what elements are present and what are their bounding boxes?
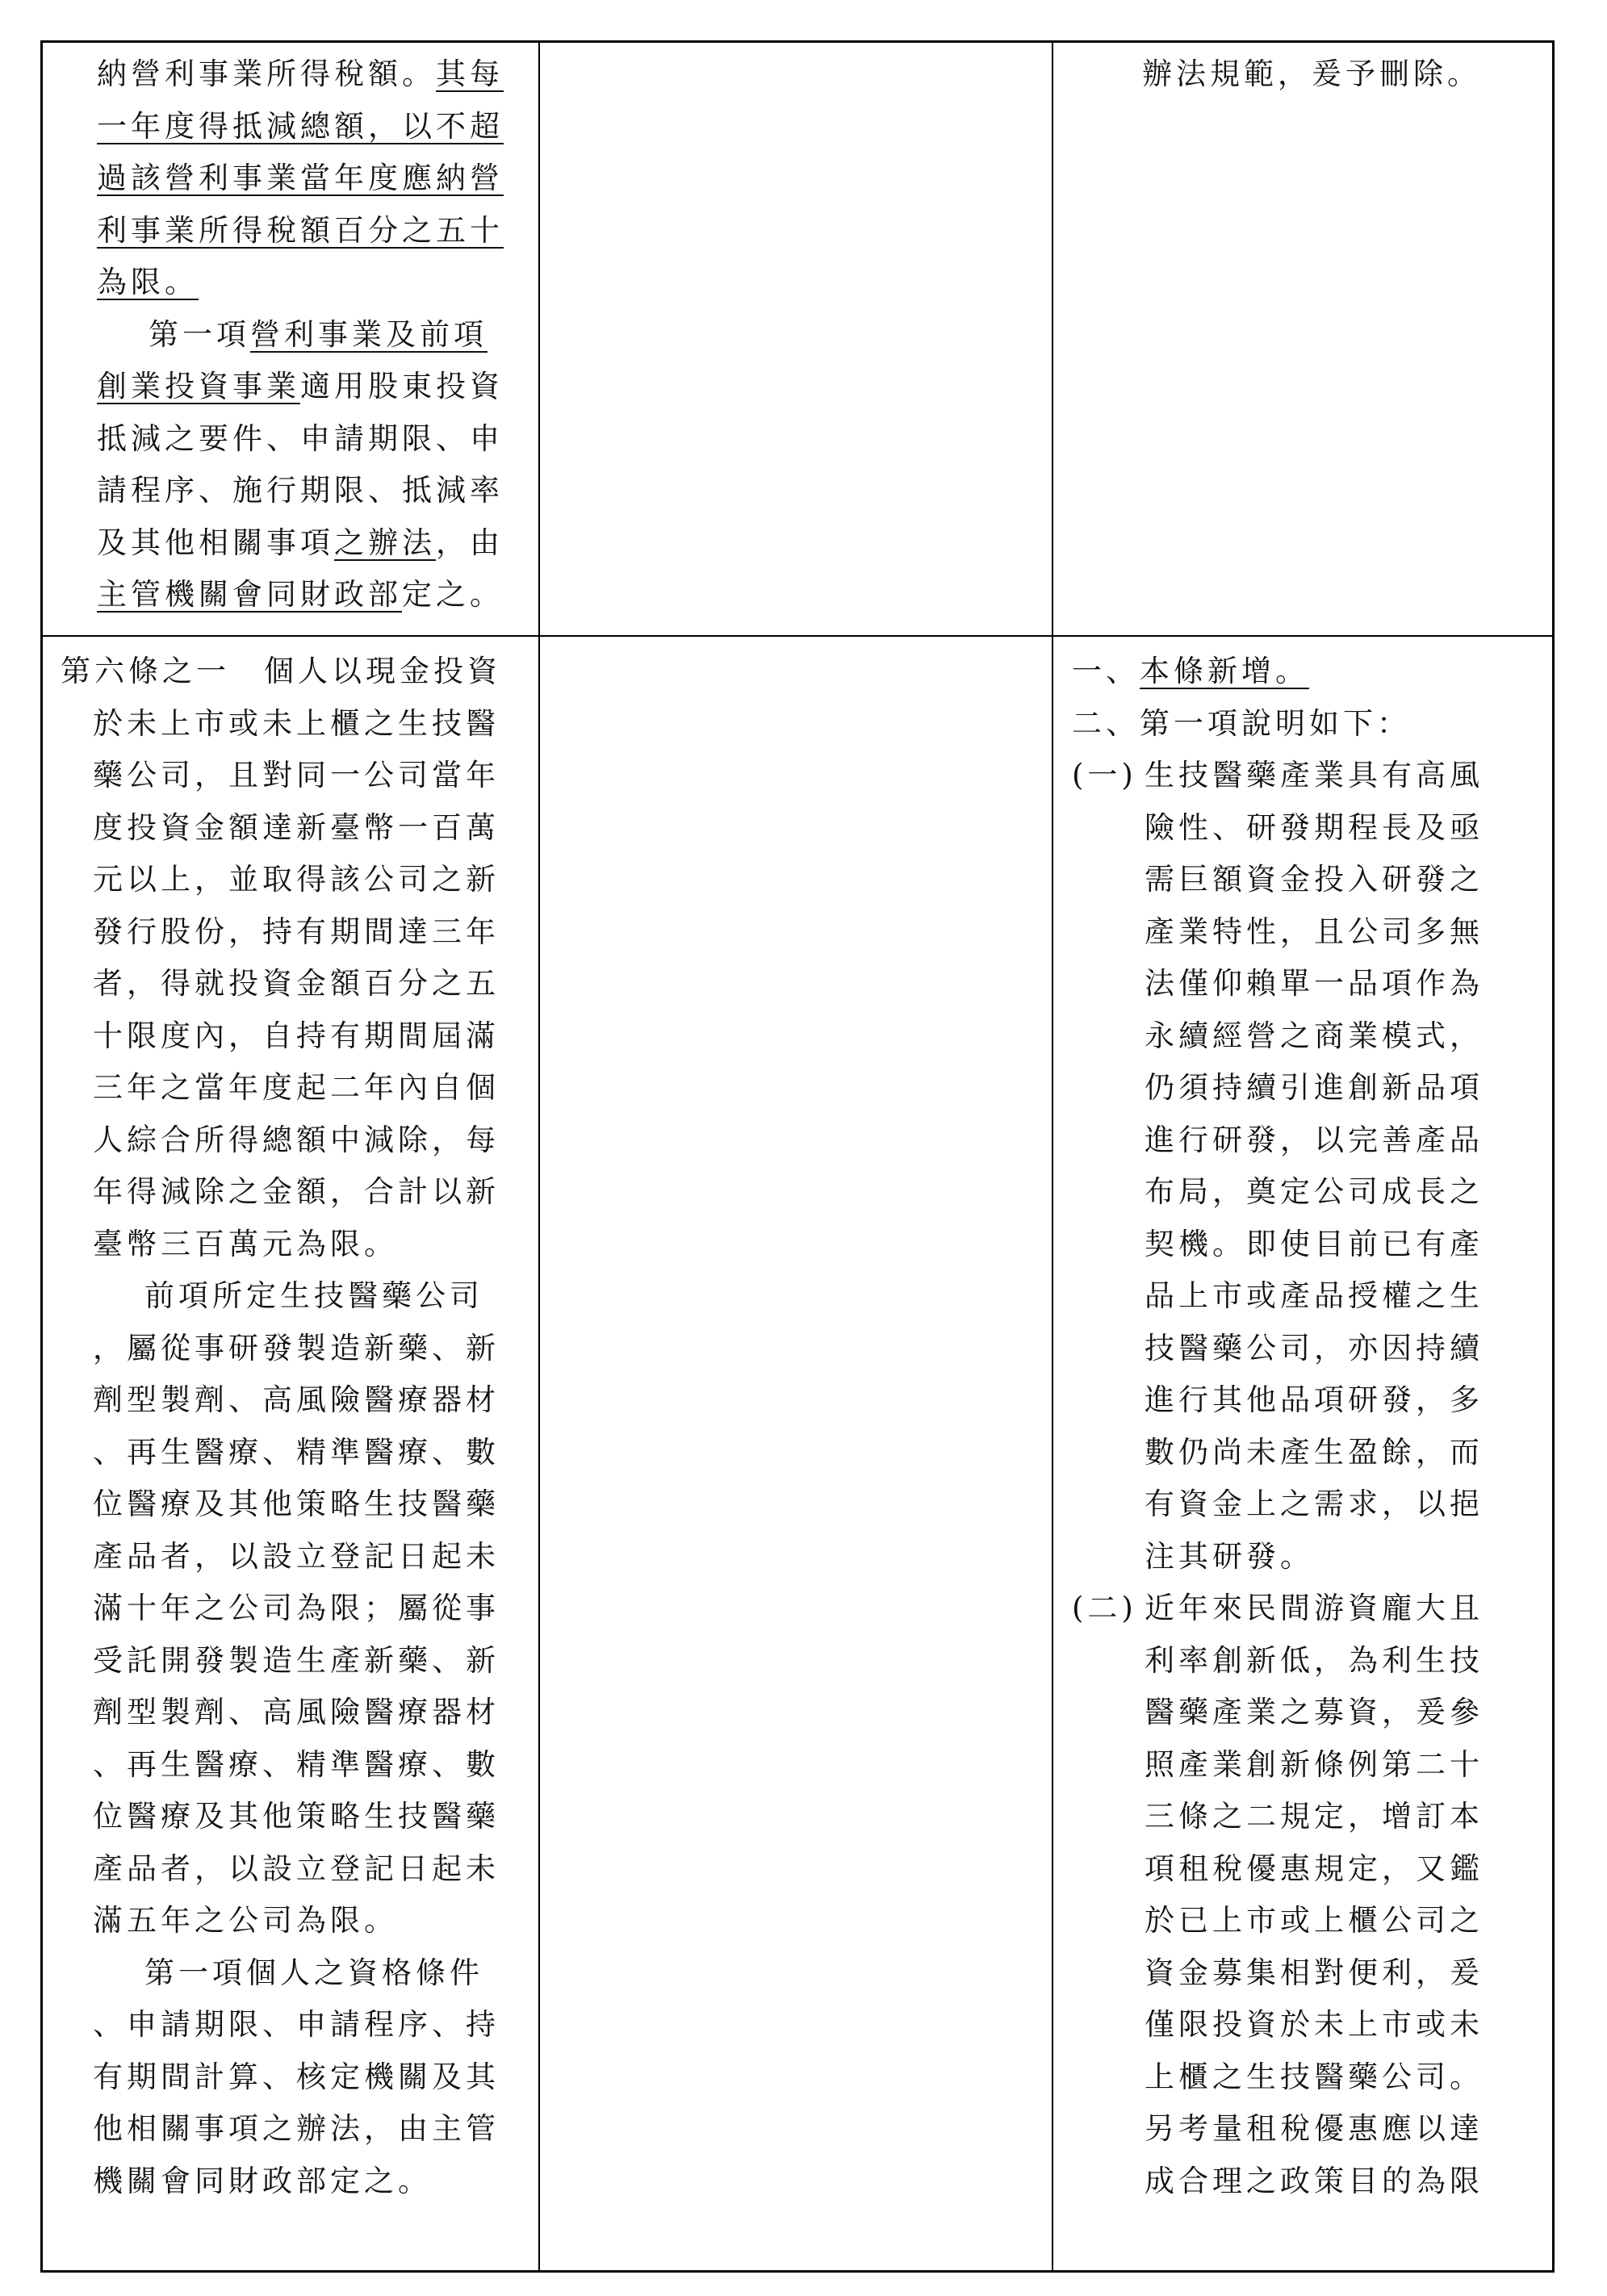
text-line: 布局，奠定公司成長之 [1145, 1174, 1484, 1209]
text-line: 有資金上之需求，以挹 [1145, 1487, 1484, 1521]
text-line: 醫藥產業之募資，爰參 [1145, 1695, 1484, 1729]
text-line: 僅限投資於未上市或未 [1145, 2007, 1484, 2042]
row-divider [40, 635, 1555, 637]
text-line: 法僅仰賴單一品項作為 [1145, 966, 1484, 1001]
text-line: 主管機關會同財政部定之。 [97, 577, 504, 612]
text-line: 劑型製劑、高風險醫療器材 [93, 1382, 500, 1417]
text-line: 仍須持續引進創新品項 [1145, 1070, 1484, 1105]
text-line: 抵減之要件、申請期限、申 [97, 420, 504, 456]
text-line: 發行股份，持有期間達三年 [93, 914, 500, 949]
text-line: 劑型製劑、高風險醫療器材 [93, 1695, 500, 1729]
text-line: 一、本條新增。 [1072, 654, 1309, 688]
row1-explanation [1142, 48, 1546, 101]
text-line: 成合理之政策目的為限 [1145, 2163, 1484, 2198]
text-line: 險性、研發期程長及亟 [1145, 809, 1484, 845]
text-line: 永續經營之商業模式， [1145, 1018, 1484, 1053]
text-line: 滿十年之公司為限；屬從事 [93, 1591, 500, 1625]
text-line: 臺幣三百萬元為限。 [93, 1226, 398, 1261]
text-line: 人綜合所得總額中減除，每 [93, 1122, 500, 1157]
text-line: 注其研發。 [1145, 1538, 1314, 1574]
text-line: 、申請期限、申請程序、持 [93, 2007, 500, 2042]
text-line: 於未上市或未上櫃之生技醫 [93, 705, 500, 741]
text-line: 創業投資事業適用股東投資 [97, 369, 504, 404]
text-line: 為限。 [97, 265, 199, 299]
text-line: 元以上，並取得該公司之新 [93, 862, 500, 897]
text-line: ，屬從事研發製造新藥、新 [93, 1330, 500, 1365]
text-line: 過該營利事業當年度應納營 [97, 161, 504, 195]
text-line: 數仍尚未產生盈餘，而 [1145, 1434, 1484, 1470]
column-divider-1 [538, 40, 540, 2273]
text-line: 項租稅優惠規定，又鑑 [1145, 1851, 1484, 1886]
text-line: 機關會同財政部定之。 [93, 2163, 432, 2198]
article-heading-line: 第六條之一 個人以現金投資 [61, 654, 501, 688]
comparison-table [40, 40, 1555, 2273]
text-line: 資金募集相對便利，爰 [1145, 1955, 1484, 1990]
row1-amended-text [65, 48, 533, 621]
text-line: 前項所定生技醫藥公司 [144, 1278, 483, 1313]
text-line: 他相關事項之辦法，由主管 [93, 2111, 500, 2146]
text-line: 二、第一項說明如下： [1072, 705, 1411, 741]
text-line: 第一項個人之資格條件 [144, 1955, 483, 1990]
text-line: 位醫療及其他策略生技醫藥 [93, 1487, 500, 1521]
text-line: 辦法規範，爰予刪除。 [1142, 56, 1481, 91]
text-line: 度投資金額達新臺幣一百萬 [93, 809, 500, 845]
text-line: 生技醫藥產業具有高風 [1145, 758, 1484, 793]
text-line: 十限度內，自持有期間屆滿 [93, 1018, 500, 1053]
text-line: 一年度得抵減總額，以不超 [97, 108, 504, 144]
explanation-item-1 [1072, 750, 1548, 1583]
text-line: 納營利事業所得稅額。其每 [97, 56, 504, 91]
text-line: 三年之當年度起二年內自個 [93, 1070, 500, 1105]
text-line: 有期間計算、核定機關及其 [93, 2059, 500, 2094]
text-line: 需巨額資金投入研發之 [1145, 862, 1484, 897]
text-line: 利事業所得稅額百分之五十 [97, 212, 504, 248]
text-line: 第一項營利事業及前項 [149, 316, 488, 352]
explanation-item-2 [1072, 1583, 1548, 2207]
text-line: 品上市或產品授權之生 [1145, 1278, 1484, 1313]
text-line: 者，得就投資金額百分之五 [93, 966, 500, 1001]
row2-amended-text [61, 646, 533, 2207]
text-line: 滿五年之公司為限。 [93, 1903, 398, 1938]
item-marker: (一) [1072, 758, 1137, 793]
text-line: 請程序、施行期限、抵減率 [97, 473, 504, 508]
text-line: 三條之二規定，增訂本 [1145, 1799, 1484, 1834]
column-divider-2 [1052, 40, 1053, 2273]
text-line: 進行其他品項研發，多 [1145, 1382, 1484, 1417]
text-line: 產業特性，且公司多無 [1145, 914, 1484, 949]
text-line: 近年來民間游資龐大且 [1145, 1591, 1484, 1625]
text-line: 技醫藥公司，亦因持續 [1145, 1330, 1484, 1365]
text-line: 及其他相關事項之辦法，由 [97, 525, 504, 560]
text-line: 受託開發製造生產新藥、新 [93, 1642, 500, 1678]
text-line: 另考量租稅優惠應以達 [1145, 2111, 1484, 2146]
text-line: 藥公司，且對同一公司當年 [93, 758, 500, 793]
text-line: 進行研發，以完善產品 [1145, 1122, 1484, 1157]
text-line: 契機。即使目前已有產 [1145, 1226, 1484, 1261]
text-line: 產品者，以設立登記日起未 [93, 1538, 500, 1574]
text-line: 、再生醫療、精準醫療、數 [93, 1746, 500, 1782]
text-line: 年得減除之金額，合計以新 [93, 1174, 500, 1209]
text-line: 上櫃之生技醫藥公司。 [1145, 2059, 1484, 2094]
item-marker: (二) [1072, 1591, 1137, 1625]
text-line: 位醫療及其他策略生技醫藥 [93, 1799, 500, 1834]
text-line: 利率創新低，為利生技 [1145, 1642, 1484, 1678]
text-line: 產品者，以設立登記日起未 [93, 1851, 500, 1886]
row2-explanation [1072, 646, 1548, 2207]
text-line: 於已上市或上櫃公司之 [1145, 1903, 1484, 1938]
text-line: 照產業創新條例第二十 [1145, 1746, 1484, 1782]
text-line: 、再生醫療、精準醫療、數 [93, 1434, 500, 1470]
